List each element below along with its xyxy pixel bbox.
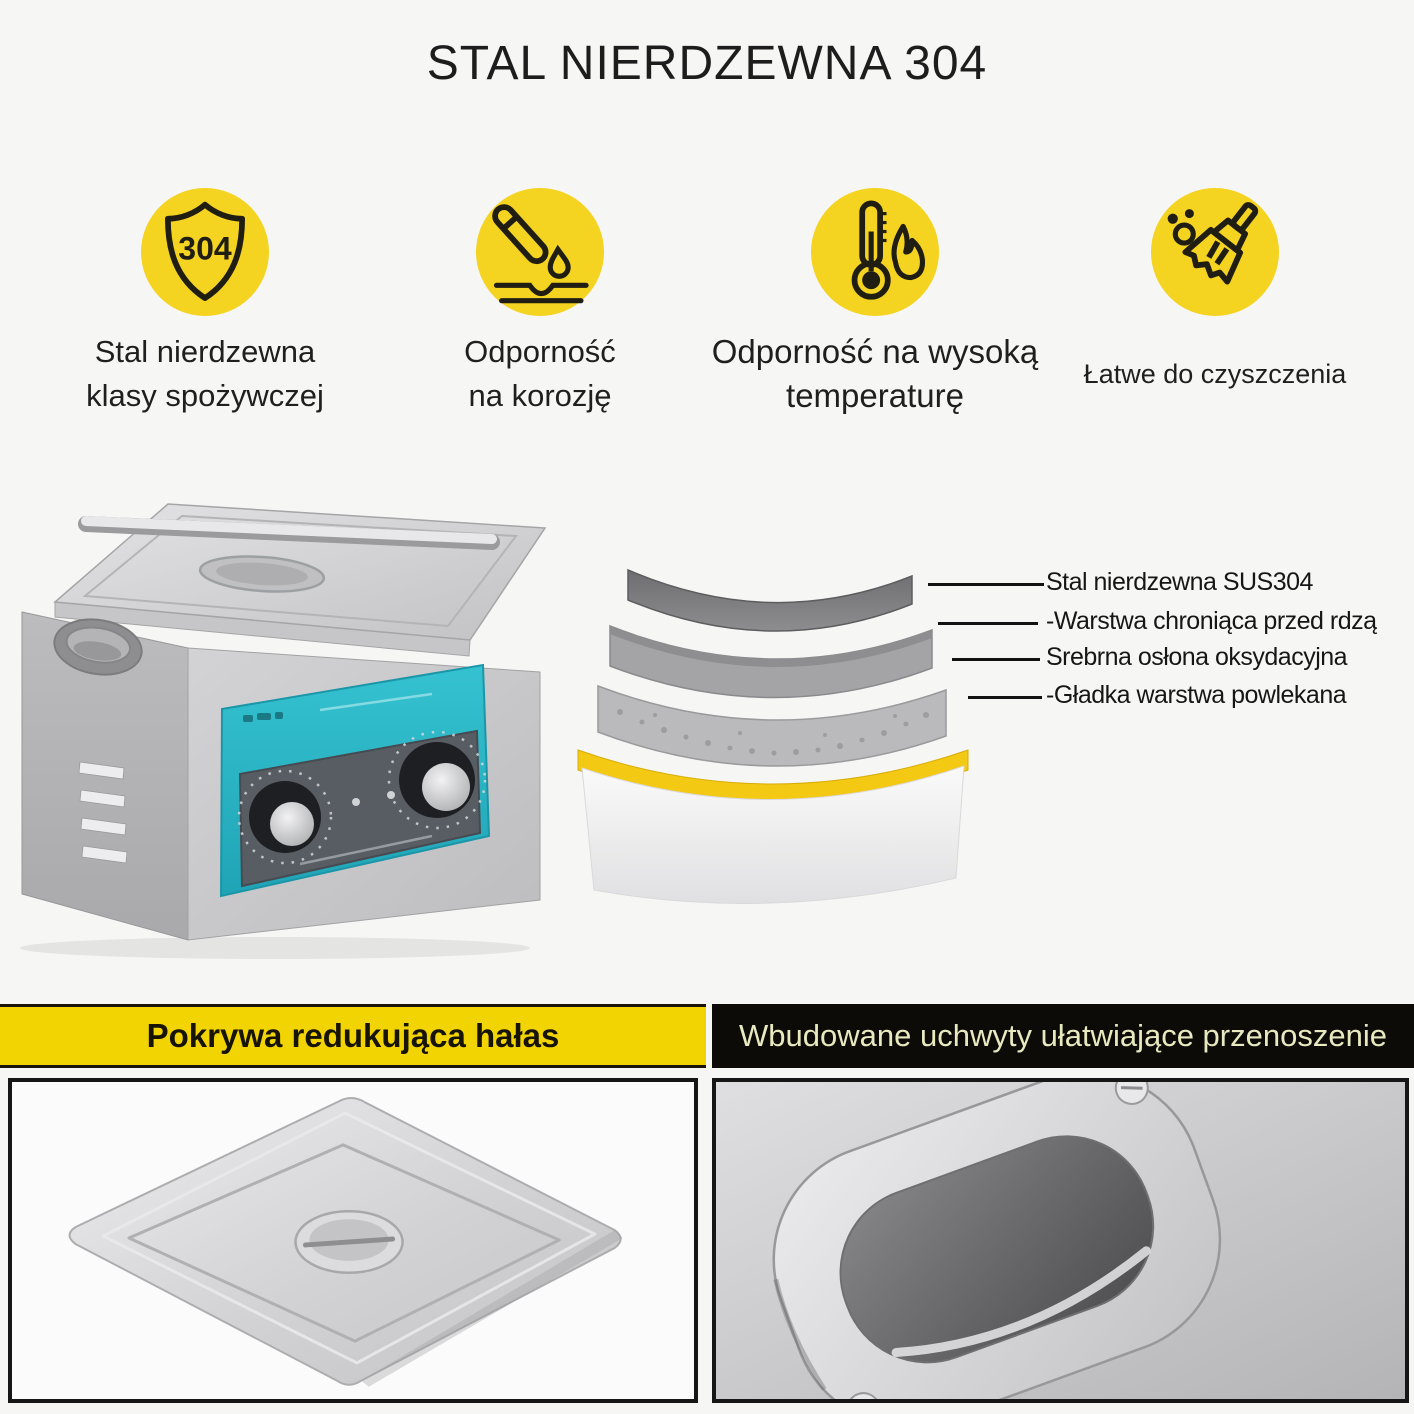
feature-item-cleaning	[1045, 188, 1385, 396]
handle-photo-frame	[712, 1078, 1409, 1403]
handle-photo	[716, 1082, 1405, 1399]
feature-item-temperature	[705, 188, 1045, 418]
callout-line	[928, 583, 1044, 586]
feature-caption-line1: Odporność na wysoką	[711, 333, 1039, 370]
feature-caption-line1: Odporność	[464, 334, 616, 369]
shield-badge-text: 304	[178, 230, 232, 267]
easy-clean-icon	[1151, 188, 1279, 316]
feature-caption	[705, 330, 1045, 418]
feature-item-corrosion	[370, 188, 710, 418]
lid-photo	[12, 1082, 694, 1399]
feature-caption-line1: Łatwe do czyszczenia	[1083, 359, 1347, 389]
layer-steel-sus304	[628, 570, 912, 631]
feature-caption	[35, 330, 375, 418]
feature-icon-circle	[141, 188, 269, 316]
callout-label: Stal nierdzewna SUS304	[1046, 568, 1313, 596]
feature-caption	[1045, 352, 1385, 396]
shield-304-icon	[141, 188, 269, 316]
handles-banner-text: Wbudowane uchwyty ułatwiające przenoszenie	[739, 1018, 1387, 1053]
feature-caption-line2: temperaturę	[786, 377, 964, 414]
feature-item-stainless	[35, 188, 375, 418]
page-title: STAL NIERDZEWNA 304	[426, 37, 988, 90]
callout-line	[938, 622, 1038, 625]
callout-line	[952, 658, 1040, 661]
layer-smooth-coating	[578, 750, 968, 903]
noise-lid-banner	[0, 1004, 706, 1068]
callout-line	[968, 696, 1042, 699]
noise-lid-banner-text: Pokrywa redukująca hałas	[146, 1017, 560, 1054]
handles-banner	[712, 1004, 1414, 1068]
callout-label: Srebrna osłona oksydacyjna	[1046, 643, 1348, 671]
feature-icon-circle	[476, 188, 604, 316]
callout-label: -Warstwa chroniąca przed rdzą	[1046, 607, 1377, 635]
lid-photo-frame	[8, 1078, 698, 1403]
feature-caption-line2: klasy spożywczej	[86, 378, 324, 413]
material-layers-diagram	[560, 540, 1010, 910]
feature-icon-circle	[811, 188, 939, 316]
lid-center-handle	[296, 1211, 403, 1272]
callout-label: -Gładka warstwa powlekana	[1046, 681, 1347, 709]
corrosion-resistance-icon	[476, 188, 604, 316]
high-temperature-icon	[811, 188, 939, 316]
feature-caption	[370, 330, 710, 418]
feature-icon-circle	[1151, 188, 1279, 316]
feature-caption-line2: na korozję	[468, 378, 612, 413]
ultrasonic-cleaner-photo	[0, 462, 560, 962]
layer-rust-protection	[610, 626, 932, 698]
feature-caption-line1: Stal nierdzewna	[94, 334, 316, 369]
